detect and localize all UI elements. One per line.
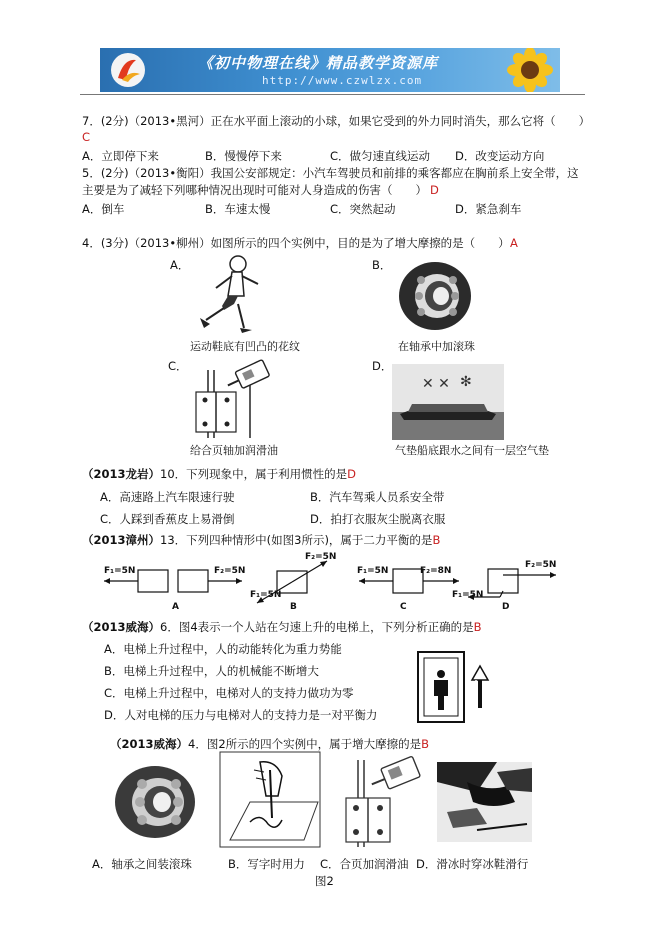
q5-answer: D (430, 183, 439, 197)
q6-option-d: D．人对电梯的压力与电梯对人的支持力是一对平衡力 (104, 708, 378, 722)
q10-tag: （2013龙岩） (82, 467, 161, 481)
q7-option-d: D．改变运动方向 (455, 149, 545, 163)
q13-label-c: C (400, 602, 407, 612)
q4a-letter-c: C． (168, 359, 188, 373)
q13-c-f1: F₁=5N (357, 566, 389, 576)
q6-answer: B (473, 620, 482, 634)
q7-option-c: C．做匀速直线运动 (330, 149, 431, 163)
logo-icon (108, 50, 148, 90)
q4b-option-d: D．滑冰时穿冰鞋滑行 (416, 857, 529, 871)
q4b-option-c: C．合页加润滑油 (320, 857, 409, 871)
q6-option-c: C．电梯上升过程中，电梯对人的支持力做功为零 (104, 686, 354, 700)
q4a-letter-b: B． (372, 258, 392, 272)
q10-option-b: B．汽车驾乘人员系安全带 (310, 490, 445, 504)
q13-label-a: A (172, 602, 179, 612)
q13-d-f1: F₁=5N (452, 590, 484, 600)
q7-stem: 7．(2分)（2013•黑河）正在水平面上滚动的小球，如果它受到的外力同时消失，那么它将（ ） (82, 114, 591, 128)
q7-option-b: B．慢慢停下来 (205, 149, 282, 163)
q13-label-d: D (502, 602, 510, 612)
q13-a-f1: F₁=5N (104, 566, 136, 576)
q5-option-a: A．倒车 (82, 202, 125, 216)
q13-b-f2: F₂=5N (305, 552, 337, 562)
svg-text:✻: ✻ (460, 374, 472, 390)
force-diagram-c (355, 555, 465, 610)
q13-stem: 13．下列四种情形中(如图3所示)，属于二力平衡的是 (160, 533, 433, 547)
q13-b-f1: F₁=5N (250, 590, 282, 600)
header-divider (80, 94, 585, 95)
q4b-option-a: A．轴承之间装滚珠 (92, 857, 192, 871)
q7-answer: C (82, 130, 91, 144)
q10-stem: 10．下列现象中，属于利用惯性的是 (160, 467, 348, 481)
q10-option-a: A．高速路上汽车限速行驶 (100, 490, 235, 504)
q4a-caption-d: 气垫船底跟水之间有一层空气垫 (395, 444, 549, 457)
q4a-caption-a: 运动鞋底有凹凸的花纹 (190, 340, 300, 353)
q5-stem-line1: 5．(2分)（2013•衡阳）我国公安部规定：小汽车驾驶员和前排的乘客都应在胸前系上安全带，这 (82, 166, 579, 180)
q10-option-c: C．人踩到香蕉皮上易滑倒 (100, 512, 235, 526)
banner-url[interactable]: http://www.czwlzx.com (262, 74, 423, 87)
q5-option-d: D．紧急刹车 (455, 202, 522, 216)
ice-skating-photo (437, 762, 532, 842)
q4b-answer: B (421, 737, 430, 751)
q4a-answer: A (510, 236, 518, 250)
q4a-stem: 4．(3分)（2013•柳州）如图所示的四个实例中，目的是为了增大摩擦的是（ ） (82, 236, 510, 250)
q13-a-f2: F₂=5N (214, 566, 246, 576)
q10-option-d: D．拍打衣服灰尘脱离衣服 (310, 512, 446, 526)
q4b-option-b: B．写字时用力 (228, 857, 305, 871)
svg-text:✕ ✕: ✕ ✕ (422, 376, 450, 392)
q13-c-f2: F₂=8N (420, 566, 452, 576)
q13-label-b: B (290, 602, 297, 612)
q13-tag: （2013漳州） (82, 533, 161, 547)
elevator-illustration (410, 648, 500, 728)
banner-title: 《初中物理在线》精品教学资源库 (198, 54, 439, 72)
hinge-oil-illustration (190, 360, 290, 440)
q5-option-b: B．车速太慢 (205, 202, 271, 216)
q13-d-f2: F₂=5N (525, 560, 557, 570)
q6-stem: 6．图4表示一个人站在匀速上升的电梯上，下列分析正确的是 (160, 620, 474, 634)
q10-answer: D (347, 467, 357, 481)
header-banner (100, 48, 560, 92)
q6-option-a: A．电梯上升过程中，人的动能转化为重力势能 (104, 642, 342, 656)
hovercraft-photo (392, 364, 504, 440)
q4a-letter-a: A． (170, 258, 190, 272)
bearing-illustration (395, 258, 475, 334)
q4b-figure-label: 图2 (315, 874, 334, 888)
q4a-caption-b: 在轴承中加滚珠 (398, 340, 475, 353)
q4b-stem: 4．图2所示的四个实例中，属于增大摩擦的是 (188, 737, 422, 751)
q4b-tag: （2013威海） (110, 737, 189, 751)
q13-answer: B (432, 533, 441, 547)
bearing-photo (110, 758, 200, 848)
q6-tag: （2013威海） (82, 620, 161, 634)
hinge-oil-photo (328, 752, 428, 847)
q7-option-a: A．立即停下来 (82, 149, 159, 163)
sunflower-icon (500, 48, 560, 92)
q5-option-c: C．突然起动 (330, 202, 396, 216)
q6-option-b: B．电梯上升过程中，人的机械能不断增大 (104, 664, 319, 678)
q4a-caption-c: 给合页轴加润滑油 (190, 444, 278, 457)
runner-illustration (188, 254, 278, 334)
q4a-letter-d: D． (372, 359, 393, 373)
writing-illustration (220, 752, 320, 847)
q5-stem-line2: 主要是为了减轻下列哪种情况出现时可能对人身造成的伤害（ ） (82, 183, 427, 197)
